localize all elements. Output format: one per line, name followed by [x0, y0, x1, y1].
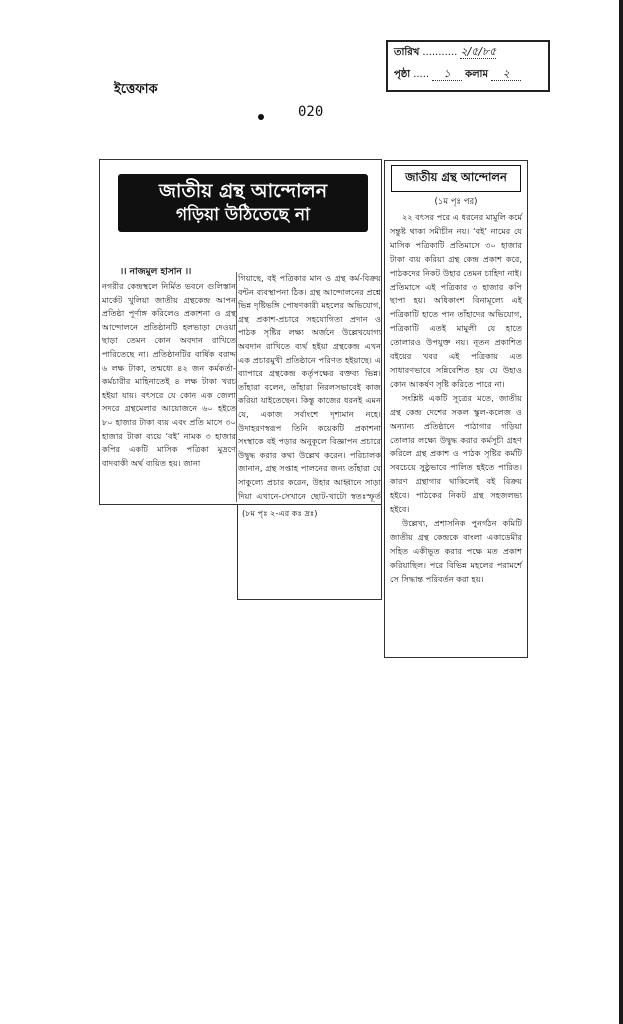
- stamp-page-row: [394, 67, 542, 89]
- newspaper-source: ইত্তেফাক: [114, 82, 158, 97]
- continuation-body: [385, 211, 527, 586]
- stamp-date-label: তারিখ: [394, 47, 420, 58]
- stamp-page-value: ১: [432, 67, 462, 81]
- continuation-paragraph: উল্লেখ্য, প্রশাসনিক পুনর্গঠন কমিটি জাতীয় গ্রন্থ কেন্দ্রকে বাংলা একাডেমীর সহিত একীভূত করার পক্ষে মত প্রকাশ করিয়াছিল। পরে বিভিন্ন মহলের পরামর্শে সে সিদ্ধান্ত পরিবর্তন করা হয়।: [390, 517, 522, 584]
- continuation-from-page: (১ম পৃঃ পর): [434, 197, 478, 207]
- stamp-dots: ...........: [422, 47, 458, 58]
- column-divider: [236, 272, 237, 502]
- stamp-date-value: ২/৫/৮৫: [460, 45, 497, 58]
- article-clipping: [99, 159, 382, 505]
- article-column-2: গিয়াছে, বই পত্রিকার মান ও গ্রন্থ কর্ম-বিক্রয় বন্টন ব্যবস্থাপনা ঠিক। গ্রন্থ আন্দোলনের প্রশ্নে ভিন্ন দৃষ্টিভঙ্গি পোষণকারী মহলের অভিযোগ, গ্রন্থ প্রকাশ-প্রচারে সহযোগিতা প্রদান ও পাঠক সৃষ্টির লক্ষ্য অর্জনে উল্লেখযোগ্য অবদান রাখিতে ব্যর্থ হইয়া গ্রন্থকেন্দ্র এখন এক প্রচারমুখী প্রতিষ্ঠানে পরিণত হইয়াছে। এ ব্যাপারে গ্রন্থকেন্দ্র কর্তৃপক্ষের বক্তব্য ভিন্ন। তাঁহারা বলেন, তাঁহারা নিরলসভাবেই কাজ করিয়া যাইতেছেন। কিন্তু কাজের ধরনই এমন যে, একাজ সর্বাংশে দৃশ্যমান নহে। উদাহরণস্বরূপ তিনি কয়েকটি প্রকাশনা সংস্থাকে বই পড়ার অনুকূলে বিজ্ঞাপন প্রচারে উদ্বুদ্ধ করার কথা উল্লেখ করেন। পরিচালক জানান, গ্রন্থ সপ্তাহ পালনের জন্য তাঁহারা যে সাকুল্যে প্রচার করেন, উহার আহ্বানে সাড়া দিয়া এখানে-সেখানে ছোট-খাটো স্বতঃস্ফূর্ত: [238, 273, 381, 501]
- article-column-1: নগরীর কেন্দ্রস্থলে নির্মিত ভবনে গুলিস্তান মার্কেট খুলিয়া জাতীয় গ্রন্থকেন্দ্র আপন প্রতিষ্ঠা পূর্ণাঙ্গ করিলেও প্রকাশনা ও গ্রন্থ আন্দোলনে প্রতিষ্ঠানটি হলভাড়া দেওয়া ছাড়া তেমন কোন অবদান রাখিতে পারিতেছে না। প্রতিষ্ঠানটির বার্ষিক বরাদ্দ ৬ লক্ষ টাকা, তন্মধ্যে ৪২ জন কর্মকর্তা-কর্মচারীর মাহিনাতেই ৪ লক্ষ টাকা খরচ হইয়া যায়। বৎসরে যে কোন এক জেলা সদরে গ্রন্থমেলার আয়োজনে ৬০ হইতে ৮০ হাজার টাকা ব্যয় এবং প্রতি মাসে ৩০ হাজার টাকা ব্যয়ে ‘বই’ নামক ৩ হাজার কপির একটি মাসিক পত্রিকা মুদ্রণে বাদবাকী অর্থ ব্যয়িত হয়। জানা: [102, 281, 236, 468]
- page-edge-border: [619, 0, 623, 1024]
- continuation-headline: জাতীয় গ্রন্থ আন্দোলন: [391, 165, 521, 192]
- stamp-column-label: কলাম: [465, 69, 489, 80]
- page-number: 020: [298, 104, 324, 120]
- bullet-mark: [258, 114, 264, 120]
- continuation-paragraph: ২২ বৎসর পরে এ ধরনের মামুলি কর্মে সন্তুষ্ট থাকা সমীচীন নয়। ‘বই’ নামের যে মাসিক পত্রিকাটি প্রতিমাসে ৩০ হাজার টাকা ব্যয় করিয়া গ্রন্থ কেন্দ্র প্রকাশ করে, পাঠকদের নিকট উহার তেমন চাহিদা নাই। প্রতিমাসে এই পত্রিকার ৩ হাজার কপি ছাপা হয়। অধিকাংশ বিনামূল্যে এই পত্রিকাটি হাতে পান তাঁহাদের অভিযোগ, পত্রিকাটি এতই মামুলী যে হাতে তোলারও উপযুক্ত নয়। নূতন প্রকাশিত বইয়ের খবর এই পত্রিকায় এত সাধারণভাবে সন্নিবেশিত হয় যে উহাও কোন আকর্ষণ সৃষ্টি করিতে পারে না।: [390, 212, 522, 389]
- stamp-date-row: [394, 45, 542, 67]
- stamp-page-label: পৃষ্ঠা: [394, 69, 411, 80]
- archive-stamp: [386, 40, 550, 92]
- headline-line-2: গড়িয়া উঠিতেছে না: [176, 204, 310, 225]
- continuation-clipping: [384, 160, 528, 658]
- byline: ।। নাজমুল হাসান ।।: [120, 267, 192, 277]
- article-column-2-tail: [237, 505, 382, 600]
- continuation-paragraph: সংশ্লিষ্ট একটি সূত্রের মতে, জাতীয় গ্রন্থ কেন্দ্র দেশের সকল স্কুল-কলেজ ও অন্যান্য প্রতিষ্ঠানে পাঠাগার গড়িয়া তোলার লক্ষ্যে উদ্বুদ্ধ করার কর্মসূচী গ্রহণ করিলে গ্রন্থ প্রকাশ ও পাঠক সৃষ্টির কর্মটি সবচেয়ে সুষ্ঠুভাবে পালিত হইতে পারিত। কারণ গ্রন্থাগার থাকিলেই বই বিক্রয় হইবে। পাঠকের নিকট গ্রন্থ সহজলভ্য হইবে।: [390, 392, 522, 515]
- headline-box: [118, 174, 368, 232]
- headline-line-1: জাতীয় গ্রন্থ আন্দোলন: [158, 180, 328, 202]
- continued-note: (৮ম পৃঃ ২-এর কঃ দ্রঃ): [242, 508, 318, 518]
- stamp-column-value: ২: [491, 67, 521, 81]
- stamp-dots: .....: [413, 69, 430, 80]
